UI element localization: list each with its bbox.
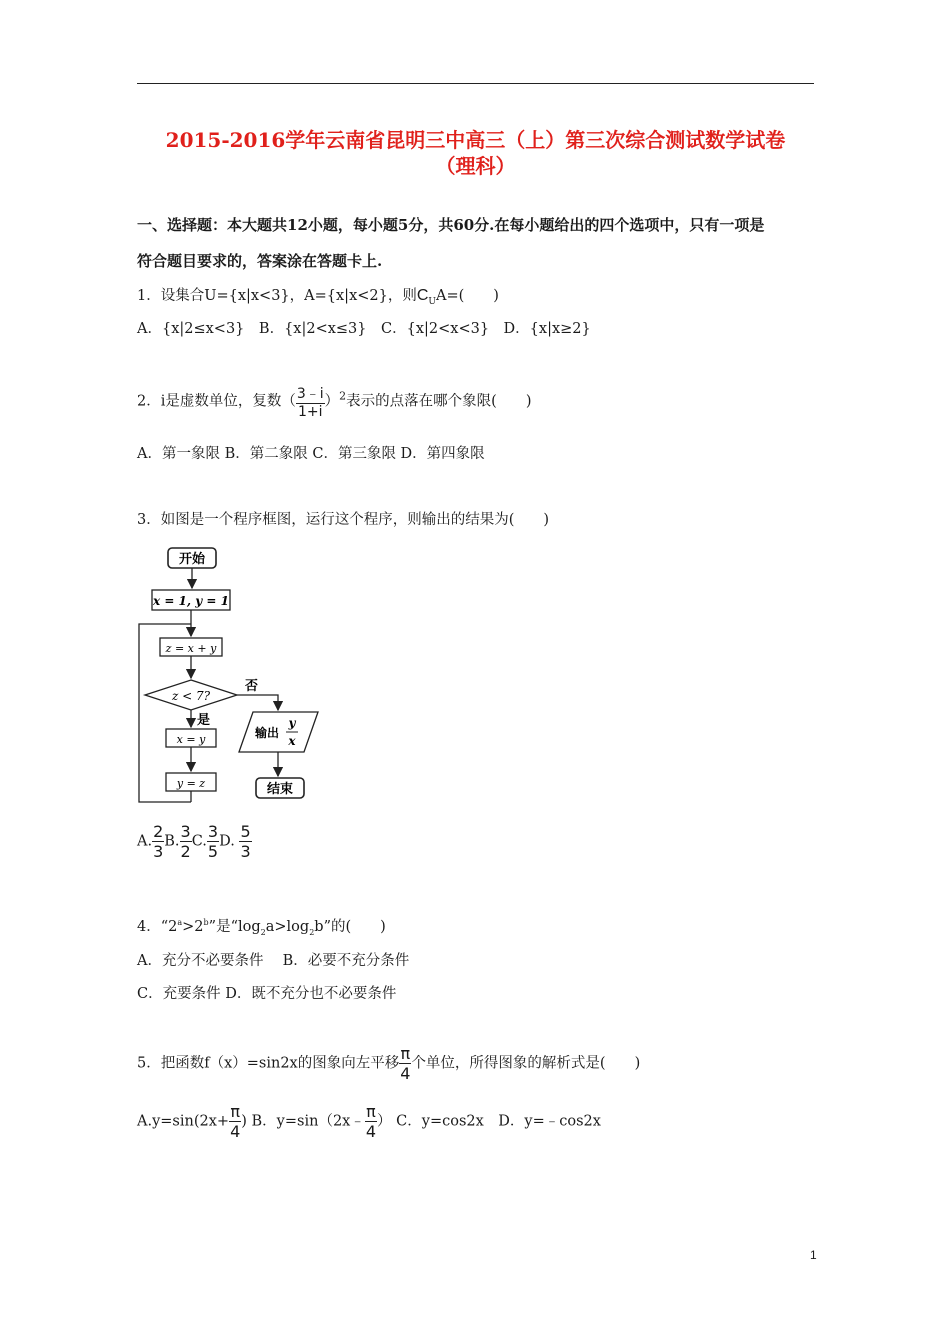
program-flowchart: [130, 540, 330, 810]
flow-end-label: 结束: [266, 782, 294, 797]
section-heading-line2: 符合题目要求的，答案涂在答题卡上.: [137, 252, 383, 270]
option-d-fraction: $\frac{5}{3}$: [240, 822, 251, 861]
option-c-fraction: $\frac{3}{5}$: [207, 822, 219, 861]
page-number: 1: [810, 1248, 817, 1262]
question-5-stem: 5．把函数f（x）=sin2x的图象向左平移 $\frac{\pi}{4}$ 个单位，所得图象的解析式是( ): [137, 1044, 641, 1083]
flow-start-label: 开始: [178, 552, 206, 567]
question-2-stem: 2．i是虚数单位，复数（ $\frac{3﹣i}{1+i}$ ）$^2$表示的点落在哪个象限( ): [137, 383, 532, 420]
question-3-stem: 3．如图是一个程序框图，运行这个程序，则输出的结果为( ): [137, 512, 550, 528]
flow-assign-z-label: z = x + y: [165, 642, 217, 655]
flow-no-label: 否: [245, 679, 259, 694]
flow-init-label: x = 1, y = 1: [152, 594, 230, 608]
question-1-options: A．{x|2≤x<3} B．{x|2<x≤3} C．{x|2<x<3} D．{x|x≥2}: [137, 321, 591, 337]
question-1-stem: 1．设集合U={x|x<3}，A={x|x<2}，则$C_UA=$( ): [137, 287, 499, 307]
option-b-pi-fraction: $\frac{\pi}{4}$: [365, 1102, 377, 1141]
exam-subtitle: （理科）: [435, 154, 516, 178]
question-4-options-line1: A．充分不必要条件 B．必要不充分条件: [137, 953, 410, 969]
question-5-options: A.y=sin(2x+ $\frac{\pi}{4}$ ) B．y=sin（2x﹣ $\frac{\pi}{4}$ ） C．y=cos2x D．y=﹣cos2x: [137, 1102, 601, 1141]
question-3-options: A. $\frac{2}{3}$ B. $\frac{3}{2}$ C. $\frac{3}{5}$ D. $\frac{5}{3}$: [137, 822, 251, 861]
section-heading-line1: 一、选择题：本大题共12小题，每小题5分，共60分.在每小题给出的四个选项中，只有一项是: [137, 216, 765, 234]
question-2-options: A．第一象限 B．第二象限 C．第三象限 D．第四象限: [137, 446, 485, 462]
flow-yes-label: 是: [197, 713, 211, 728]
option-b-fraction: $\frac{3}{2}$: [180, 822, 191, 861]
question-4-stem: 4．“$2^a>2^b$”是“$\log_2a>\log_2b$”的( ): [137, 918, 386, 937]
header-rule: [137, 83, 814, 84]
complement-symbol: C: [416, 287, 429, 304]
flow-assign-x-label: x = y: [176, 733, 206, 746]
exam-title: 2015-2016学年云南省昆明三中高三（上）第三次综合测试数学试卷: [165, 128, 786, 152]
flow-output-den: x: [288, 734, 296, 748]
question-5-fraction: $\frac{\pi}{4}$: [400, 1044, 411, 1083]
flow-assign-y-label: y = z: [176, 777, 206, 790]
flow-output-label: 输出: [255, 726, 280, 740]
flow-output-num: y: [288, 716, 296, 730]
option-a-pi-fraction: $\frac{\pi}{4}$: [230, 1102, 241, 1141]
question-4-options-line2: C．充要条件 D．既不充分也不必要条件: [137, 986, 397, 1002]
option-a-fraction: $\frac{2}{3}$: [153, 822, 164, 861]
question-2-fraction: $\frac{3﹣i}{1+i}$: [296, 383, 325, 420]
flow-condition-label: z < 7?: [171, 689, 211, 703]
